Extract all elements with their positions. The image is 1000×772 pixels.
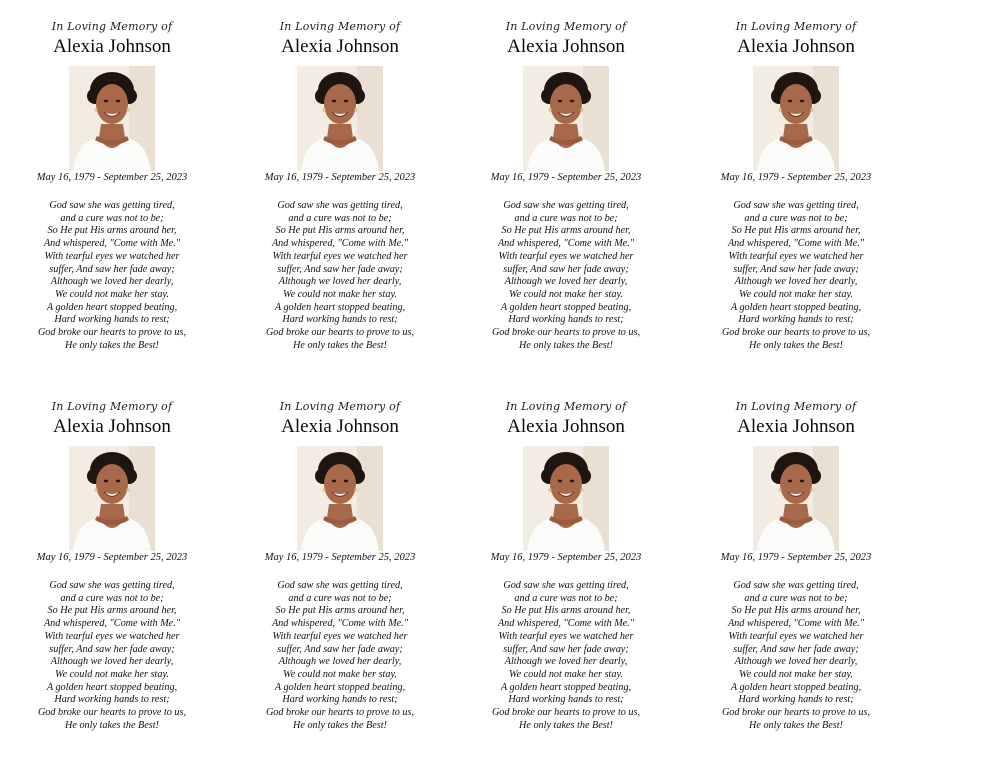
poem-line: With tearful eyes we watched her <box>498 250 634 262</box>
portrait-icon <box>753 66 839 171</box>
poem-line: With tearful eyes we watched her <box>44 630 180 642</box>
poem-line: God saw she was getting tired, <box>733 580 859 591</box>
memory-heading: In Loving Memory of <box>505 400 627 413</box>
portrait-icon <box>69 66 155 171</box>
poem-line: So He put His arms around her, <box>47 225 177 237</box>
poem-line: With tearful eyes we watched her <box>44 250 180 262</box>
poem-line: So He put His arms around her, <box>731 225 861 237</box>
poem-line: So He put His arms around her, <box>275 225 405 237</box>
poem-line: So He put His arms around her, <box>501 605 631 617</box>
memorial-card <box>12 384 212 744</box>
deceased-name: Alexia Johnson <box>737 416 855 437</box>
poem-line: With tearful eyes we watched her <box>728 630 864 642</box>
poem-line: Although we loved her dearly, <box>50 656 174 668</box>
poem-line: We could not make her stay. <box>509 668 623 680</box>
poem-line: And whispered, "Come with Me." <box>727 238 865 250</box>
memorial-poem <box>240 200 440 352</box>
portrait-photo <box>69 66 155 171</box>
portrait-photo <box>297 66 383 171</box>
poem-line: and a cure was not to be; <box>60 212 164 224</box>
poem-line: A golden heart stopped beating, <box>274 681 406 693</box>
memorial-card <box>466 4 666 364</box>
life-dates: May 16, 1979 - September 25, 2023 <box>264 172 416 183</box>
deceased-name: Alexia Johnson <box>507 36 625 57</box>
poem-line: and a cure was not to be; <box>60 592 164 604</box>
poem-line: He only takes the Best! <box>293 339 387 351</box>
portrait-photo <box>753 446 839 551</box>
poem-line: So He put His arms around her, <box>275 605 405 617</box>
poem-line: We could not make her stay. <box>509 288 623 300</box>
portrait-icon <box>297 446 383 551</box>
memorial-poem <box>12 580 212 732</box>
poem-line: A golden heart stopped beating, <box>46 301 178 313</box>
poem-line: God broke our hearts to prove to us, <box>37 327 187 339</box>
memory-heading: In Loving Memory of <box>51 400 173 413</box>
poem-line: and a cure was not to be; <box>744 212 848 224</box>
life-dates: May 16, 1979 - September 25, 2023 <box>36 552 188 563</box>
memorial-poem <box>466 200 666 352</box>
poem-line: He only takes the Best! <box>65 719 159 731</box>
poem-line: suffer, And saw her fade away; <box>277 643 403 655</box>
poem-line: God broke our hearts to prove to us, <box>721 707 871 719</box>
poem-line: God saw she was getting tired, <box>503 200 629 211</box>
deceased-name: Alexia Johnson <box>53 416 171 437</box>
poem-line: Although we loved her dearly, <box>504 656 628 668</box>
poem-line: God broke our hearts to prove to us, <box>265 327 415 339</box>
poem-line: God broke our hearts to prove to us, <box>491 707 641 719</box>
poem-line: We could not make her stay. <box>739 668 853 680</box>
portrait-icon <box>69 446 155 551</box>
poem-line: We could not make her stay. <box>55 668 169 680</box>
portrait-icon <box>753 446 839 551</box>
poem-line: and a cure was not to be; <box>514 592 618 604</box>
life-dates: May 16, 1979 - September 25, 2023 <box>264 552 416 563</box>
poem-line: and a cure was not to be; <box>744 592 848 604</box>
poem-line: He only takes the Best! <box>293 719 387 731</box>
portrait-photo <box>297 446 383 551</box>
memorial-poem <box>240 580 440 732</box>
portrait-photo <box>753 66 839 171</box>
deceased-name: Alexia Johnson <box>507 416 625 437</box>
memory-heading: In Loving Memory of <box>735 400 857 413</box>
poem-line: God saw she was getting tired, <box>277 580 403 591</box>
poem-line: A golden heart stopped beating, <box>46 681 178 693</box>
memorial-poem <box>696 580 896 732</box>
poem-line: And whispered, "Come with Me." <box>43 618 181 630</box>
poem-line: God saw she was getting tired, <box>503 580 629 591</box>
memorial-card <box>240 4 440 364</box>
memorial-card <box>696 4 896 364</box>
memory-heading: In Loving Memory of <box>279 20 401 33</box>
life-dates: May 16, 1979 - September 25, 2023 <box>490 552 642 563</box>
portrait-icon <box>523 66 609 171</box>
life-dates: May 16, 1979 - September 25, 2023 <box>720 172 872 183</box>
poem-line: Although we loved her dearly, <box>504 276 628 288</box>
poem-line: Hard working hands to rest; <box>54 314 170 326</box>
poem-line: Hard working hands to rest; <box>282 694 398 706</box>
memorial-card <box>240 384 440 744</box>
poem-line: And whispered, "Come with Me." <box>497 618 635 630</box>
portrait-photo <box>69 446 155 551</box>
poem-line: A golden heart stopped beating, <box>274 301 406 313</box>
poem-line: Although we loved her dearly, <box>50 276 174 288</box>
poem-line: Hard working hands to rest; <box>508 694 624 706</box>
poem-line: Although we loved her dearly, <box>734 276 858 288</box>
poem-line: He only takes the Best! <box>519 339 613 351</box>
poem-line: God saw she was getting tired, <box>49 580 175 591</box>
poem-line: Hard working hands to rest; <box>508 314 624 326</box>
poem-line: suffer, And saw her fade away; <box>733 643 859 655</box>
deceased-name: Alexia Johnson <box>53 36 171 57</box>
poem-line: and a cure was not to be; <box>288 592 392 604</box>
memorial-poem <box>466 580 666 732</box>
memory-heading: In Loving Memory of <box>51 20 173 33</box>
poem-line: God broke our hearts to prove to us, <box>491 327 641 339</box>
portrait-icon <box>523 446 609 551</box>
memory-heading: In Loving Memory of <box>735 20 857 33</box>
poem-line: and a cure was not to be; <box>288 212 392 224</box>
poem-line: Hard working hands to rest; <box>738 694 854 706</box>
poem-line: suffer, And saw her fade away; <box>49 643 175 655</box>
poem-line: And whispered, "Come with Me." <box>727 618 865 630</box>
poem-line: So He put His arms around her, <box>731 605 861 617</box>
life-dates: May 16, 1979 - September 25, 2023 <box>490 172 642 183</box>
poem-line: suffer, And saw her fade away; <box>503 643 629 655</box>
poem-line: God broke our hearts to prove to us, <box>265 707 415 719</box>
poem-line: A golden heart stopped beating, <box>730 301 862 313</box>
poem-line: suffer, And saw her fade away; <box>277 263 403 275</box>
poem-line: He only takes the Best! <box>65 339 159 351</box>
poem-line: With tearful eyes we watched her <box>272 630 408 642</box>
poem-line: He only takes the Best! <box>519 719 613 731</box>
memorial-card <box>696 384 896 744</box>
poem-line: He only takes the Best! <box>749 719 843 731</box>
portrait-photo <box>523 446 609 551</box>
poem-line: A golden heart stopped beating, <box>730 681 862 693</box>
poem-line: And whispered, "Come with Me." <box>271 618 409 630</box>
life-dates: May 16, 1979 - September 25, 2023 <box>36 172 188 183</box>
poem-line: Although we loved her dearly, <box>278 276 402 288</box>
poem-line: With tearful eyes we watched her <box>728 250 864 262</box>
poem-line: suffer, And saw her fade away; <box>49 263 175 275</box>
poem-line: And whispered, "Come with Me." <box>497 238 635 250</box>
poem-line: He only takes the Best! <box>749 339 843 351</box>
deceased-name: Alexia Johnson <box>281 36 399 57</box>
memorial-card <box>12 4 212 364</box>
poem-line: Hard working hands to rest; <box>54 694 170 706</box>
poem-line: With tearful eyes we watched her <box>498 630 634 642</box>
poem-line: And whispered, "Come with Me." <box>271 238 409 250</box>
memory-heading: In Loving Memory of <box>505 20 627 33</box>
deceased-name: Alexia Johnson <box>737 36 855 57</box>
poem-line: God saw she was getting tired, <box>49 200 175 211</box>
poem-line: suffer, And saw her fade away; <box>503 263 629 275</box>
portrait-icon <box>297 66 383 171</box>
memorial-poem <box>12 200 212 352</box>
poem-line: suffer, And saw her fade away; <box>733 263 859 275</box>
poem-line: So He put His arms around her, <box>47 605 177 617</box>
poem-line: A golden heart stopped beating, <box>500 681 632 693</box>
poem-line: With tearful eyes we watched her <box>272 250 408 262</box>
poem-line: We could not make her stay. <box>283 288 397 300</box>
poem-line: We could not make her stay. <box>283 668 397 680</box>
poem-line: A golden heart stopped beating, <box>500 301 632 313</box>
poem-line: We could not make her stay. <box>739 288 853 300</box>
poem-line: We could not make her stay. <box>55 288 169 300</box>
poem-line: Hard working hands to rest; <box>282 314 398 326</box>
poem-line: Although we loved her dearly, <box>278 656 402 668</box>
poem-line: And whispered, "Come with Me." <box>43 238 181 250</box>
poem-line: God broke our hearts to prove to us, <box>721 327 871 339</box>
memorial-poem <box>696 200 896 352</box>
memorial-card <box>466 384 666 744</box>
poem-line: God saw she was getting tired, <box>277 200 403 211</box>
portrait-photo <box>523 66 609 171</box>
life-dates: May 16, 1979 - September 25, 2023 <box>720 552 872 563</box>
poem-line: So He put His arms around her, <box>501 225 631 237</box>
memory-heading: In Loving Memory of <box>279 400 401 413</box>
poem-line: Hard working hands to rest; <box>738 314 854 326</box>
poem-line: God broke our hearts to prove to us, <box>37 707 187 719</box>
deceased-name: Alexia Johnson <box>281 416 399 437</box>
poem-line: Although we loved her dearly, <box>734 656 858 668</box>
poem-line: God saw she was getting tired, <box>733 200 859 211</box>
poem-line: and a cure was not to be; <box>514 212 618 224</box>
